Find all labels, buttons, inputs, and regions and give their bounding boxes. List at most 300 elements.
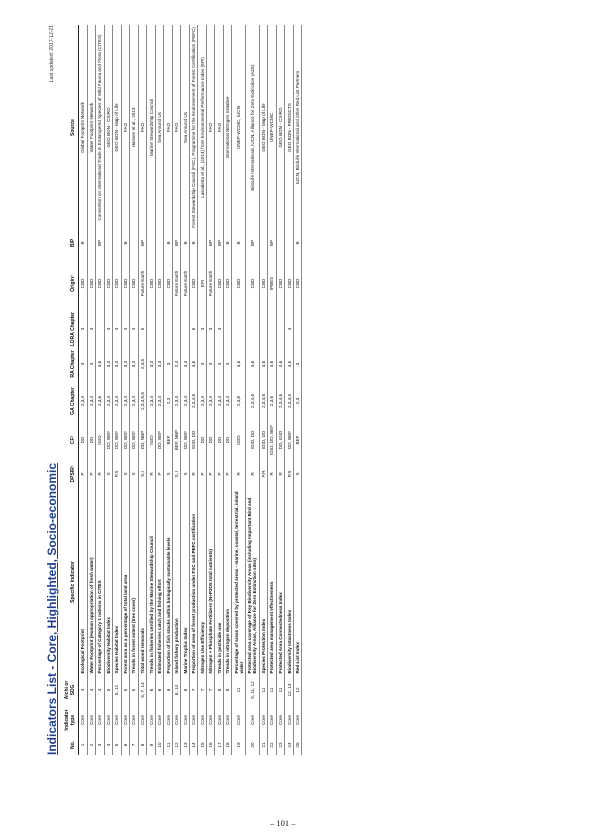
cell-ra-chapter: 3,4 [104,347,113,381]
cell-row-number: 16 [206,735,215,755]
cell-ga-chapter: 2,3,4,6 [276,381,285,421]
cell-specific-indicator: Inland fishery production [172,489,181,675]
cell-source: Hansen et al., 2013 [130,25,139,230]
cell-row-number: 5 [113,735,122,755]
cell-ldra-chapter: 6 [189,311,198,347]
cell-cf: IGID [232,421,246,459]
cell-source: UNEP-WCMC [268,25,277,230]
cell-aichi-sdg: 11 [268,675,277,705]
cell-source: GEO BON - Map of Life [259,25,268,230]
cell-ga-chapter: 2,3,4 [198,381,207,421]
cell-ldra-chapter: 3 [87,311,96,347]
cell-ga-chapter: 2,3,6 [268,381,277,421]
cell-specific-indicator: Nitrogen + Phosphate Fertilizers (N+P2O5 total nutrients) [206,489,215,675]
cell-dpsir: S [104,459,113,489]
cell-origin: CBD [223,256,232,311]
cell-source: Lassaletta et al., (2014) from Environmental Performance Index (EPI) [198,25,207,230]
cell-specific-indicator: Proportion of area of forest production under FSC and PEFC certification [189,489,198,675]
cell-bip [113,230,122,256]
cell-dpsir: S, I [172,459,181,489]
cell-specific-indicator: Percentage of Category 1 nations in CITES [96,489,105,675]
cell-row-number: 1 [79,735,88,755]
cell-specific-indicator: Nitrogen Use Efficiency [198,489,207,675]
cell-origin: CBD [79,256,88,311]
cell-ra-chapter: 4,6 [268,347,277,381]
table-row [189,25,198,755]
cell-row-number: 12 [172,735,181,755]
table-row [206,25,215,755]
cell-specific-indicator: Protected area coverage of Key Biodiversity Areas (including Important Bird and Biodiversity Areas, Alliance for Zero Extinction sites) [246,489,260,675]
cell-origin: Future Earth [138,256,147,311]
cell-source: IUCN, BirdLife International and other Red List Partners [293,25,302,230]
cell-row-number: 24 [285,735,294,755]
cell-specific-indicator: Protected Area Connectedness Index [276,489,285,675]
cell-dpsir: R [232,459,246,489]
cell-dpsir: R [276,459,285,489]
cell-dpsir: S,I [138,459,147,489]
cell-origin: CBD [130,256,139,311]
cell-aichi-sdg: 6, 14 [172,675,181,705]
cell-row-number: 8 [138,735,147,755]
last-updated-label: Last updated: 2017-12-21 [49,25,55,83]
cell-ga-chapter: 2,3,4,6 [246,381,260,421]
cell-origin: EPI [198,256,207,311]
cell-ra-chapter: 3,4 [130,347,139,381]
cell-dpsir: S [130,459,139,489]
cell-ldra-chapter: 3 [215,311,224,347]
cell-ldra-chapter: 4 [121,311,130,347]
cell-ga-chapter: 2,3,4 [206,381,215,421]
cell-aichi-sdg: 8 [223,675,232,705]
cell-bip: B [232,230,246,256]
cell-source: GEO BON - CSIRO [104,25,113,230]
cell-origin: CBD [232,256,246,311]
cell-cf: IGID, DD [246,421,260,459]
cell-bip [285,230,294,256]
cell-row-number: 17 [215,735,224,755]
cell-indicator-type: Core [79,705,88,735]
cell-ga-chapter: 2,3,4,6 [189,381,198,421]
cell-aichi-sdg: 12 [293,675,302,705]
cell-indicator-type: Core [130,705,139,735]
cell-bip: B [121,230,130,256]
cell-bip: B [189,230,198,256]
header-dpsir: DPSIR¹ [63,459,79,489]
cell-aichi-sdg: 11 [232,675,246,705]
cell-aichi-sdg: 5, 11, 12 [246,675,260,705]
cell-cf: IGID [96,421,105,459]
cell-aichi-sdg: 6 [147,675,156,705]
cell-ga-chapter: 2,3,4 [87,381,96,421]
table-row [181,25,190,755]
cell-row-number: 25 [293,735,302,755]
cell-aichi-sdg: 6 [164,675,173,705]
cell-source: FAO [138,25,147,230]
cell-aichi-sdg: 5, 7, 14 [138,675,147,705]
cell-row-number: 23 [276,735,285,755]
cell-ldra-chapter [276,311,285,347]
cell-dpsir: P [198,459,207,489]
cell-origin: CBD [121,256,130,311]
cell-bip [198,230,207,256]
cell-indicator-type: Core [121,705,130,735]
cell-bip: BP [206,230,215,256]
header-ga-chapter: GA Chapter [63,381,79,421]
cell-dpsir: P,S [285,459,294,489]
table-row [198,25,207,755]
cell-indicator-type: Core [268,705,277,735]
cell-dpsir: P [223,459,232,489]
cell-cf: DD, BEF [155,421,164,459]
cell-ra-chapter: 4,6 [259,347,268,381]
cell-origin: CBD [113,256,122,311]
cell-ldra-chapter [246,311,260,347]
table-row [246,25,260,755]
cell-ga-chapter: 2,3,4 [181,381,190,421]
cell-indicator-type: Core [164,705,173,735]
cell-ra-chapter: 4,6 [96,347,105,381]
cell-ra-chapter: 4,6 [276,347,285,381]
cell-row-number: 4 [104,735,113,755]
cell-specific-indicator: Trends in forest extent (tree cover) [130,489,139,675]
cell-row-number: 2 [87,735,96,755]
cell-dpsir: P [87,459,96,489]
cell-ldra-chapter [172,311,181,347]
cell-dpsir: S [164,459,173,489]
cell-bip: BP [172,230,181,256]
cell-bip: B [79,230,88,256]
cell-source: Sea Around Us [155,25,164,230]
cell-ldra-chapter: 4 [130,311,139,347]
cell-origin: IPBES [268,256,277,311]
cell-source: FAO [215,25,224,230]
cell-aichi-sdg: 4 [96,675,105,705]
cell-ldra-chapter [268,311,277,347]
cell-ra-chapter: 4 [79,347,88,381]
cell-row-number: 6 [121,735,130,755]
table-row [121,25,130,755]
cell-cf: BEF [293,421,302,459]
table-row [104,25,113,755]
cell-indicator-type: Core [198,705,207,735]
cell-indicator-type: Core [223,705,232,735]
cell-ra-chapter: 4 [206,347,215,381]
cell-ldra-chapter [164,311,173,347]
cell-dpsir: S [181,459,190,489]
cell-aichi-sdg: 4 [87,675,96,705]
cell-ga-chapter: 2,3,4 [113,381,122,421]
cell-row-number: 13 [181,735,190,755]
cell-row-number: 10 [155,735,164,755]
cell-ra-chapter: 4 [87,347,96,381]
cell-bip [259,230,268,256]
cell-specific-indicator: Water Footprint (Human appropriation of fresh water) [87,489,96,675]
cell-origin: CBD [259,256,268,311]
cell-cf: DD [223,421,232,459]
cell-cf: DD, BEF [285,421,294,459]
cell-ldra-chapter [232,311,246,347]
table-row [79,25,88,755]
cell-aichi-sdg: 7 [198,675,207,705]
cell-bip [104,230,113,256]
cell-aichi-sdg: 6 [181,675,190,705]
cell-ldra-chapter [155,311,164,347]
cell-bip: B [223,230,232,256]
header-specific-indicator: Specific Indicator [63,489,79,675]
cell-specific-indicator: Forest area as a percentage of total land area [121,489,130,675]
cell-specific-indicator: Biodiversity Habitat Index [104,489,113,675]
cell-ga-chapter: 2,3,4 [172,381,181,421]
cell-ldra-chapter [259,311,268,347]
cell-source: FAO [121,25,130,230]
cell-cf: DD [198,421,207,459]
cell-origin: CBD [189,256,198,311]
cell-dpsir: P [206,459,215,489]
cell-ra-chapter: 3,4 [155,347,164,381]
cell-specific-indicator: Red List Index [293,489,302,675]
table-row [172,25,181,755]
cell-origin: CBD [285,256,294,311]
cell-source: Water Footprint Network [87,25,96,230]
cell-ra-chapter: 3 [293,347,302,381]
cell-source: Marine Stewardship Council [147,25,156,230]
cell-source: FAO [206,25,215,230]
cell-bip [130,230,139,256]
cell-indicator-type: Core [155,705,164,735]
cell-dpsir: R [246,459,260,489]
cell-source: International Nitrogen Initiative [223,25,232,230]
cell-bip [155,230,164,256]
cell-aichi-sdg: 6 [155,675,164,705]
cell-specific-indicator: Trends in pesticide use [215,489,224,675]
cell-ga-chapter: 2,3,4 [155,381,164,421]
cell-ga-chapter: 2,3,6 [232,381,246,421]
cell-ldra-chapter: 4 [113,311,122,347]
cell-indicator-type: Core [181,705,190,735]
header-aichi-sdg: Aichi or SDG [63,675,79,705]
cell-source: BirdLife International, IUCN, Alliance for Zero Extinction (AZE) [246,25,260,230]
cell-specific-indicator: Ecological Footprint [79,489,88,675]
cell-ldra-chapter: 3 [79,311,88,347]
cell-indicator-type: Core [232,705,246,735]
cell-source: FAO [164,25,173,230]
cell-indicator-type: Core [172,705,181,735]
cell-bip: BP [246,230,260,256]
cell-ldra-chapter: 4 [104,311,113,347]
table-row [164,25,173,755]
cell-ra-chapter: 2,4 [172,347,181,381]
cell-dpsir: P [79,459,88,489]
cell-aichi-sdg: 11 [276,675,285,705]
cell-ga-chapter: 2,3,4 [121,381,130,421]
cell-specific-indicator: Species Protection Index [259,489,268,675]
table-row [268,25,277,755]
cell-specific-indicator: Percentage of areas covered by protected areas - marine, coastal, terrestrial, inland water [232,489,246,675]
cell-cf: DD, BEF [181,421,190,459]
cell-cf: IGID, DD [189,421,198,459]
page-number: – 101 – [270,818,296,828]
header-ra-chapter: RA Chapter [63,347,79,381]
cell-cf: DD, BEF [121,421,130,459]
cell-bip: BP [268,230,277,256]
cell-cf: DD, BEF [104,421,113,459]
page-title: Indicators List - Core, Highlighted, Socio-economic [45,462,59,755]
cell-bip: BP [96,230,105,256]
cell-ra-chapter: 3,4 [121,347,130,381]
cell-dpsir: P [215,459,224,489]
cell-ga-chapter: 2,3 [164,381,173,421]
cell-cf: DD [79,421,88,459]
cell-ra-chapter: 3,4 [147,347,156,381]
cell-ra-chapter: 4,6 [189,347,198,381]
cell-bip: B [293,230,302,256]
cell-indicator-type: Core [113,705,122,735]
cell-cf: IGID, DD, BEF [268,421,277,459]
cell-dpsir: R [189,459,198,489]
table-row [215,25,224,755]
cell-aichi-sdg: 4 [79,675,88,705]
cell-row-number: 22 [268,735,277,755]
cell-specific-indicator: Total wood removals [138,489,147,675]
header-source: Source [63,25,79,230]
cell-origin: CBD [96,256,105,311]
table-row [138,25,147,755]
cell-ldra-chapter [147,311,156,347]
cell-bip: B [181,230,190,256]
cell-ra-chapter: 4,5 [285,347,294,381]
cell-row-number: 7 [130,735,139,755]
cell-ga-chapter: 2,3,4 [79,381,88,421]
cell-aichi-sdg: 7 [189,675,198,705]
indicators-table [63,25,302,755]
cell-indicator-type: Core [215,705,224,735]
cell-cf: DD [206,421,215,459]
cell-row-number: 11 [164,735,173,755]
cell-ga-chapter: 2,3,4,5 [285,381,294,421]
cell-specific-indicator: Biodiversity Intactness Index [285,489,294,675]
cell-ga-chapter: 2,3,4 [104,381,113,421]
cell-ra-chapter: 4,6 [246,347,260,381]
table-row [96,25,105,755]
cell-ra-chapter: 4 [215,347,224,381]
cell-origin: CBD [155,256,164,311]
cell-origin: CBD [87,256,96,311]
cell-indicator-type: Core [96,705,105,735]
table-row [147,25,156,755]
cell-specific-indicator: Trends in fisheries certified by the Marine Stewardship Council [147,489,156,675]
cell-cf: BEF, NBP [172,421,181,459]
cell-row-number: 15 [198,735,207,755]
table-row [130,25,139,755]
cell-dpsir: R [147,459,156,489]
table-row [285,25,294,755]
cell-source: Sea Around Us [181,25,190,230]
cell-source: FAO [172,25,181,230]
cell-cf: DD, BEF [130,421,139,459]
cell-dpsir: S [293,459,302,489]
cell-specific-indicator: Species Habitat Index [113,489,122,675]
cell-origin: CBD [276,256,285,311]
header-bip: BIP [63,230,79,256]
cell-specific-indicator: Proportion of fish stocks within biologically sustainable levels [164,489,173,675]
cell-ldra-chapter: 4 [285,311,294,347]
table-row [293,25,302,755]
table-row [155,25,164,755]
cell-origin: CBD [147,256,156,311]
cell-row-number: 19 [232,735,246,755]
table-row [87,25,96,755]
cell-indicator-type: Core [138,705,147,735]
cell-ldra-chapter [223,311,232,347]
cell-indicator-type: Core [293,705,302,735]
cell-row-number: 21 [259,735,268,755]
table-header-row [63,25,79,755]
table-row [223,25,232,755]
cell-dpsir: R [268,459,277,489]
cell-source: Forest Stewardship Council (FSC), Programme for the Endorsement of Forest Certification (PEFC) [189,25,198,230]
cell-ra-chapter: 4,6 [232,347,246,381]
cell-row-number: 9 [147,735,156,755]
cell-source: Global Footprint Network [79,25,88,230]
header-cf: CF² [63,421,79,459]
table-row [259,25,268,755]
cell-cf: DD [215,421,224,459]
cell-dpsir: P,R [259,459,268,489]
cell-source: GEO BON - Map of Life [113,25,122,230]
cell-ga-chapter: 2,3,4 [223,381,232,421]
cell-ra-chapter: 4 [198,347,207,381]
header-ldra-chapter: LDRA Chapter [63,311,79,347]
cell-ga-chapter: 2,3,4 [147,381,156,421]
cell-cf: DD, IGID [276,421,285,459]
cell-bip: B [164,230,173,256]
cell-indicator-type: Core [285,705,294,735]
cell-ldra-chapter: 3 [198,311,207,347]
cell-origin: CBD [215,256,224,311]
cell-dpsir: R [96,459,105,489]
cell-ldra-chapter [181,311,190,347]
cell-source: GEO BON - CSIRO [276,25,285,230]
cell-indicator-type: Core [276,705,285,735]
cell-ga-chapter: 2,3,4,5,6 [138,381,147,421]
header-indicator-type: Indicator type [63,705,79,735]
cell-bip: BP [215,230,224,256]
cell-indicator-type: Core [87,705,96,735]
cell-ga-chapter: 2,3,4,6 [259,381,268,421]
cell-indicator-type: Core [246,705,260,735]
cell-aichi-sdg: 5 [121,675,130,705]
cell-source: Convention on International Trade in Endangered Species of Wild Fauna and Flora (CITES) [96,25,105,230]
cell-row-number: 18 [223,735,232,755]
cell-origin: CBD [246,256,260,311]
cell-indicator-type: Core [147,705,156,735]
cell-ldra-chapter: 5 [138,311,147,347]
cell-cf: DD, NBP [138,421,147,459]
cell-ra-chapter: 3,4 [181,347,190,381]
cell-origin: CBD [293,256,302,311]
cell-ga-chapter: 2,3,6 [96,381,105,421]
cell-indicator-type: Core [189,705,198,735]
cell-specific-indicator: Marine Trophic Index [181,489,190,675]
cell-aichi-sdg: 5 [104,675,113,705]
cell-aichi-sdg: 5 [130,675,139,705]
cell-ga-chapter: 2,3 [293,381,302,421]
table-row [276,25,285,755]
cell-indicator-type: Core [259,705,268,735]
table-row [113,25,122,755]
cell-bip [147,230,156,256]
cell-row-number: 3 [96,735,105,755]
